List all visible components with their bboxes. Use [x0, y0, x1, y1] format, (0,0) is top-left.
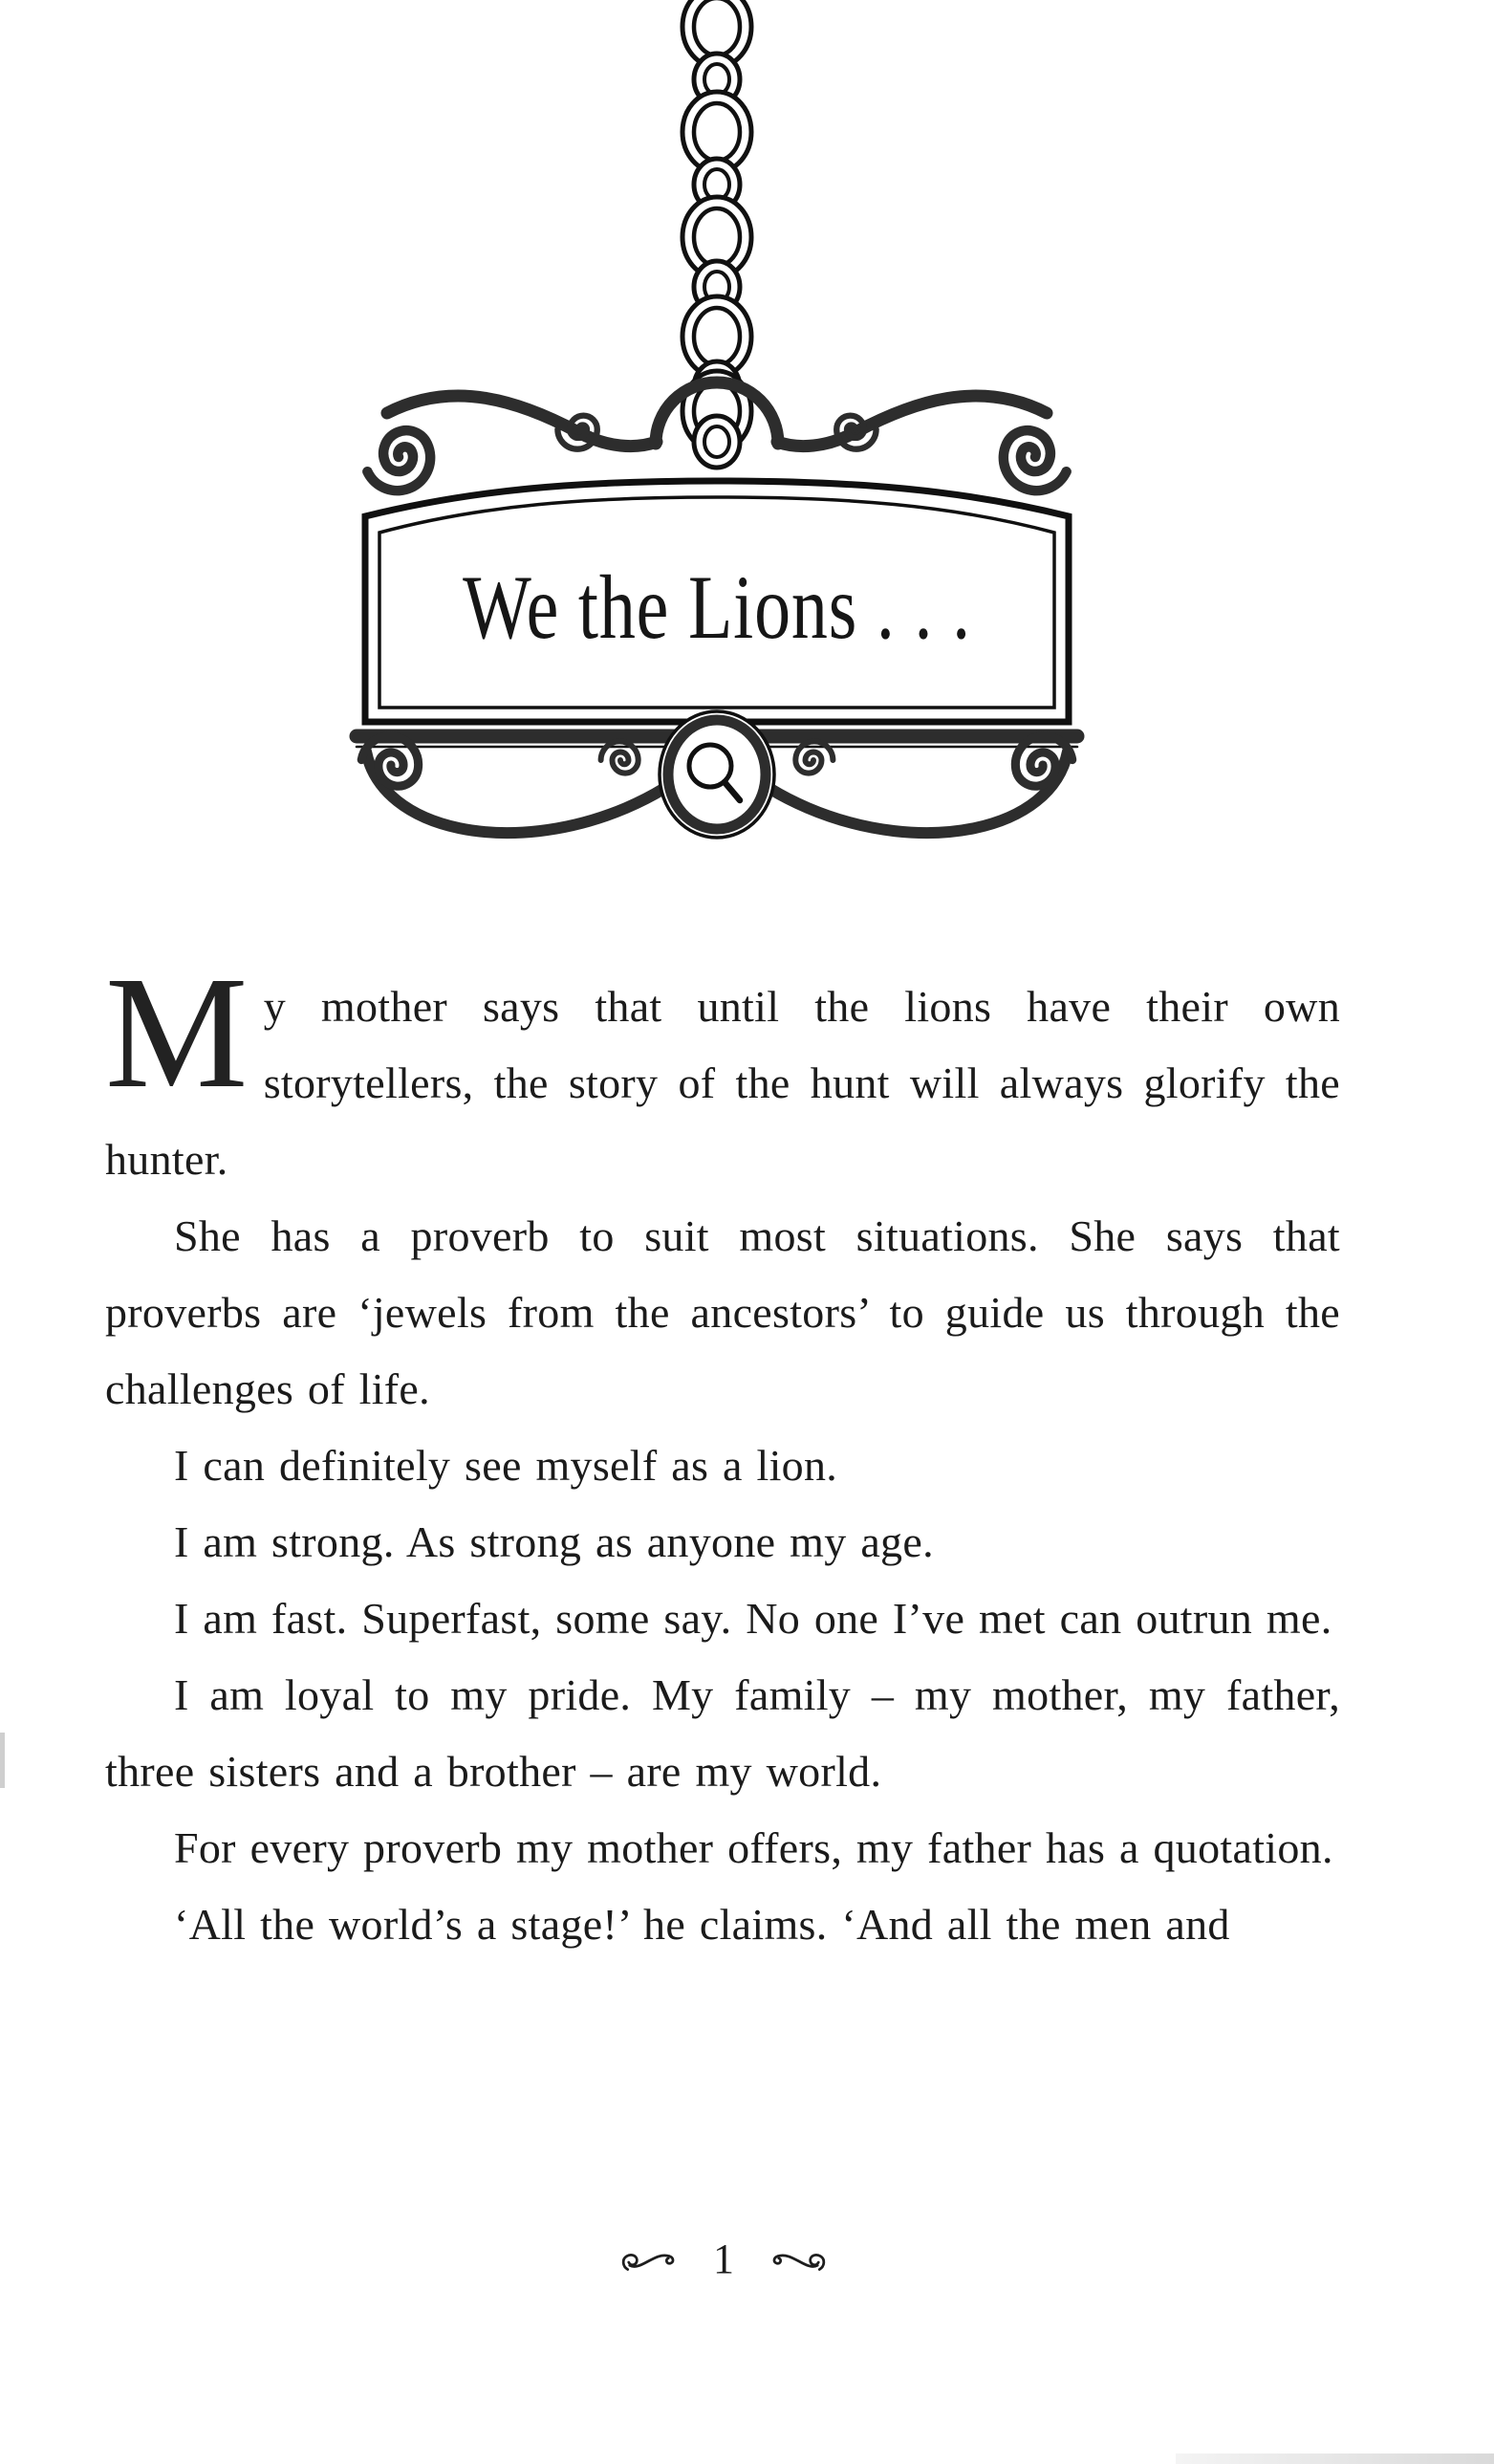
paragraph: ‘All the world’s a stage!’ he claims. ‘And all the men and — [174, 1900, 1230, 1949]
chapter-sign-illustration — [339, 0, 1094, 870]
scan-artifact-bottom-edge — [1176, 2453, 1494, 2464]
paragraph: I can definitely see myself as a lion. — [174, 1441, 838, 1490]
page-number: 1 — [713, 2235, 734, 2282]
page-footer — [0, 2228, 1447, 2295]
drop-cap: M — [105, 944, 249, 1122]
paragraph: I am fast. Superfast, some say. No one I’ve met can outrun me. — [174, 1594, 1332, 1643]
paragraph: I am strong. As strong as anyone my age. — [174, 1517, 934, 1566]
paragraph: I am loyal to my pride. My family – my mother, my father, three sisters and a brother – are my world. — [105, 1670, 1340, 1796]
footer-flourish-right-icon — [769, 2245, 828, 2278]
paragraph: For every proverb my mother offers, my father has a quotation. — [174, 1823, 1333, 1872]
paragraph: She has a proverb to suit most situations. She says that proverbs are ‘jewels from the ancestors’ to guide us through the challenges of life. — [105, 1211, 1340, 1413]
paragraph: My mother says that until the lions have their own storytellers, the story of the hunt will always glorify the hunter. — [105, 944, 1340, 1184]
chapter-title: We the Lions . . . — [463, 556, 971, 658]
scan-artifact-left-edge — [0, 1733, 5, 1788]
body-text — [105, 944, 1340, 1963]
magnifying-glass-medallion — [660, 711, 774, 838]
footer-flourish-left-icon — [619, 2245, 679, 2278]
